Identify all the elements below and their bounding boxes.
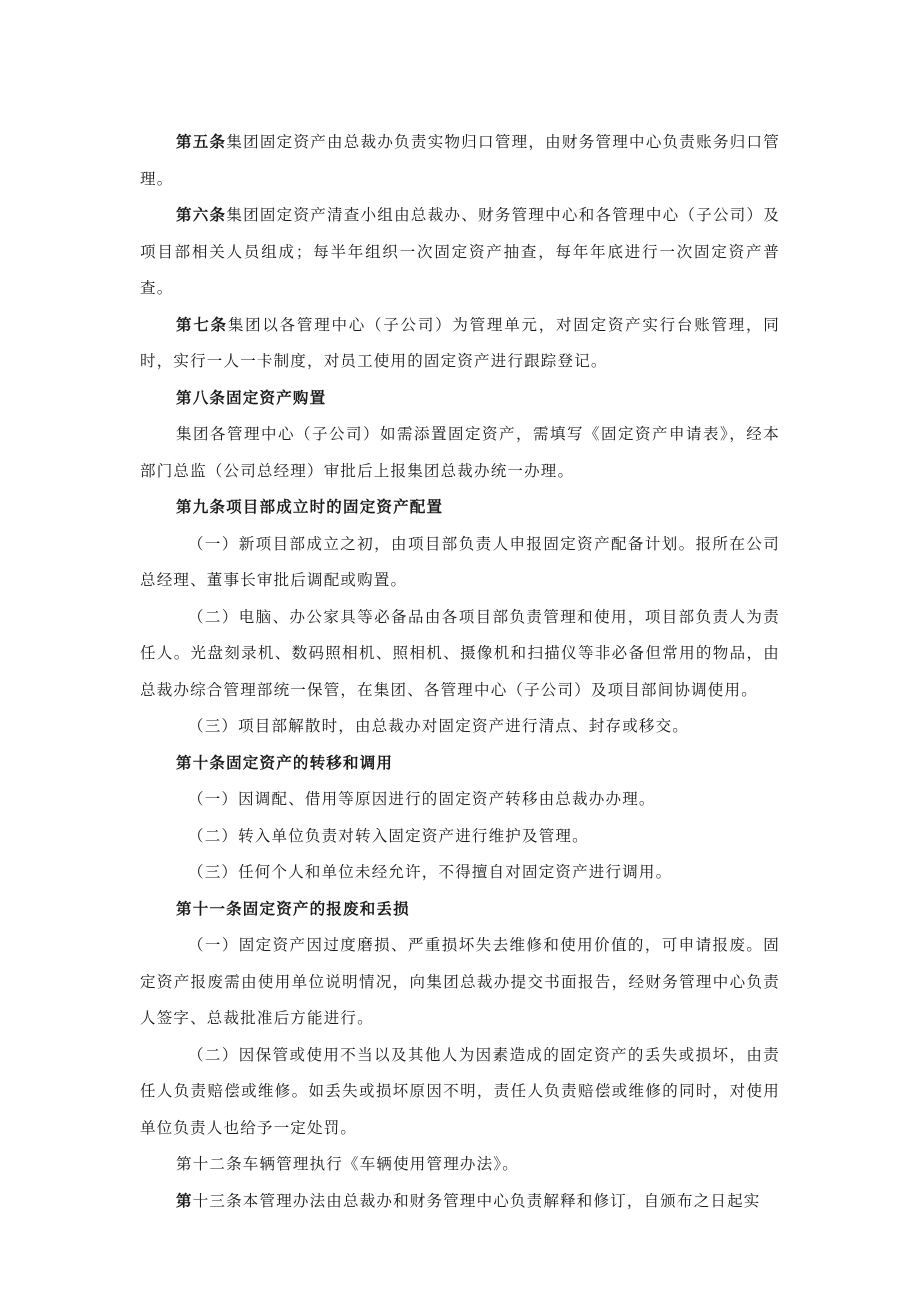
article-6-lead: 第六条 [176,205,227,224]
article-10-paragraph-2: （二）转入单位负责对转入固定资产进行维护及管理。 [188,826,589,845]
article-11-paragraph-2: （二）因保管或使用不当以及其他人为因素造成的固定资产的丢失或损坏，由责任人负责赔偿或维修。如丢失或损坏原因不明，责任人负责赔偿或维修的同时，对使用单位负责人也给予一定处罚。 [140,1045,780,1137]
article-13-lead: 第 [176,1190,193,1210]
article-12: 第十二条车辆管理执行《车辆使用管理办法》。 [176,1155,519,1173]
article-10-paragraph-1: （一）因调配、借用等原因进行的固定资产转移由总裁办办理。 [188,790,656,808]
article-9-paragraph-3: （三）项目部解散时，由总裁办对固定资产进行清点、封存或移交。 [188,717,690,735]
article-13 [140,1183,780,1220]
article-5-lead: 第五条 [176,132,227,151]
article-13-body: 十三条本管理办法由总裁办和财务管理中心负责解释和修订，自颁布之日起实 [192,1191,761,1210]
article-11-heading: 第十一条固定资产的报废和丢损 [176,898,410,918]
article-9-heading: 第九条项目部成立时的固定资产配置 [176,497,444,516]
article-6 [140,197,780,307]
article-5 [140,124,780,197]
article-8-heading: 第八条固定资产购置 [176,387,327,407]
article-7 [140,307,780,380]
article-7-lead: 第七条 [176,314,228,334]
article-9-paragraph-1: （一）新项目部成立之初，由项目部负责人申报固定资产配备计划。报所在公司总经理、董事长审批后调配或购置。 [140,534,780,589]
article-7-body: 集团以各管理中心（子公司）为管理单元，对固定资产实行台账管理，同时，实行一人一卡制度，对员工使用的固定资产进行跟踪登记。 [140,315,780,370]
article-9-paragraph-2: （二）电脑、办公家具等必备品由各项目部负责管理和使用，项目部负责人为责任人。光盘刻录机、数码照相机、照相机、摄像机和扫描仪等非必备但常用的物品，由总裁办综合管理部统一保管，在集团、各管理中心（子公司）及项目部间协调使用。 [140,607,780,699]
document-body [140,124,780,1219]
article-8-paragraph-1: 集团各管理中心（子公司）如需添置固定资产，需填写《固定资产申请表》，经本部门总监（公司总经理）审批后上报集团总裁办统一办理。 [140,425,780,480]
article-6-body: 集团固定资产清查小组由总裁办、财务管理中心和各管理中心（子公司）及项目部相关人员组成；每半年组织一次固定资产抽查，每年年底进行一次固定资产普查。 [140,206,780,297]
article-11-paragraph-1: （一）固定资产因过度磨损、严重损坏失去维修和使用价值的，可申请报废。固定资产报废需由使用单位说明情况，向集团总裁办提交书面报告，经财务管理中心负责人签字、总裁批准后方能进行。 [140,936,780,1027]
article-10-heading: 第十条固定资产的转移和调用 [176,752,394,772]
article-10-paragraph-3: （三）任何个人和单位未经允许，不得擅自对固定资产进行调用。 [188,863,673,881]
article-5-body: 集团固定资产由总裁办负责实物归口管理，由财务管理中心负责账务归口管理。 [140,133,780,188]
